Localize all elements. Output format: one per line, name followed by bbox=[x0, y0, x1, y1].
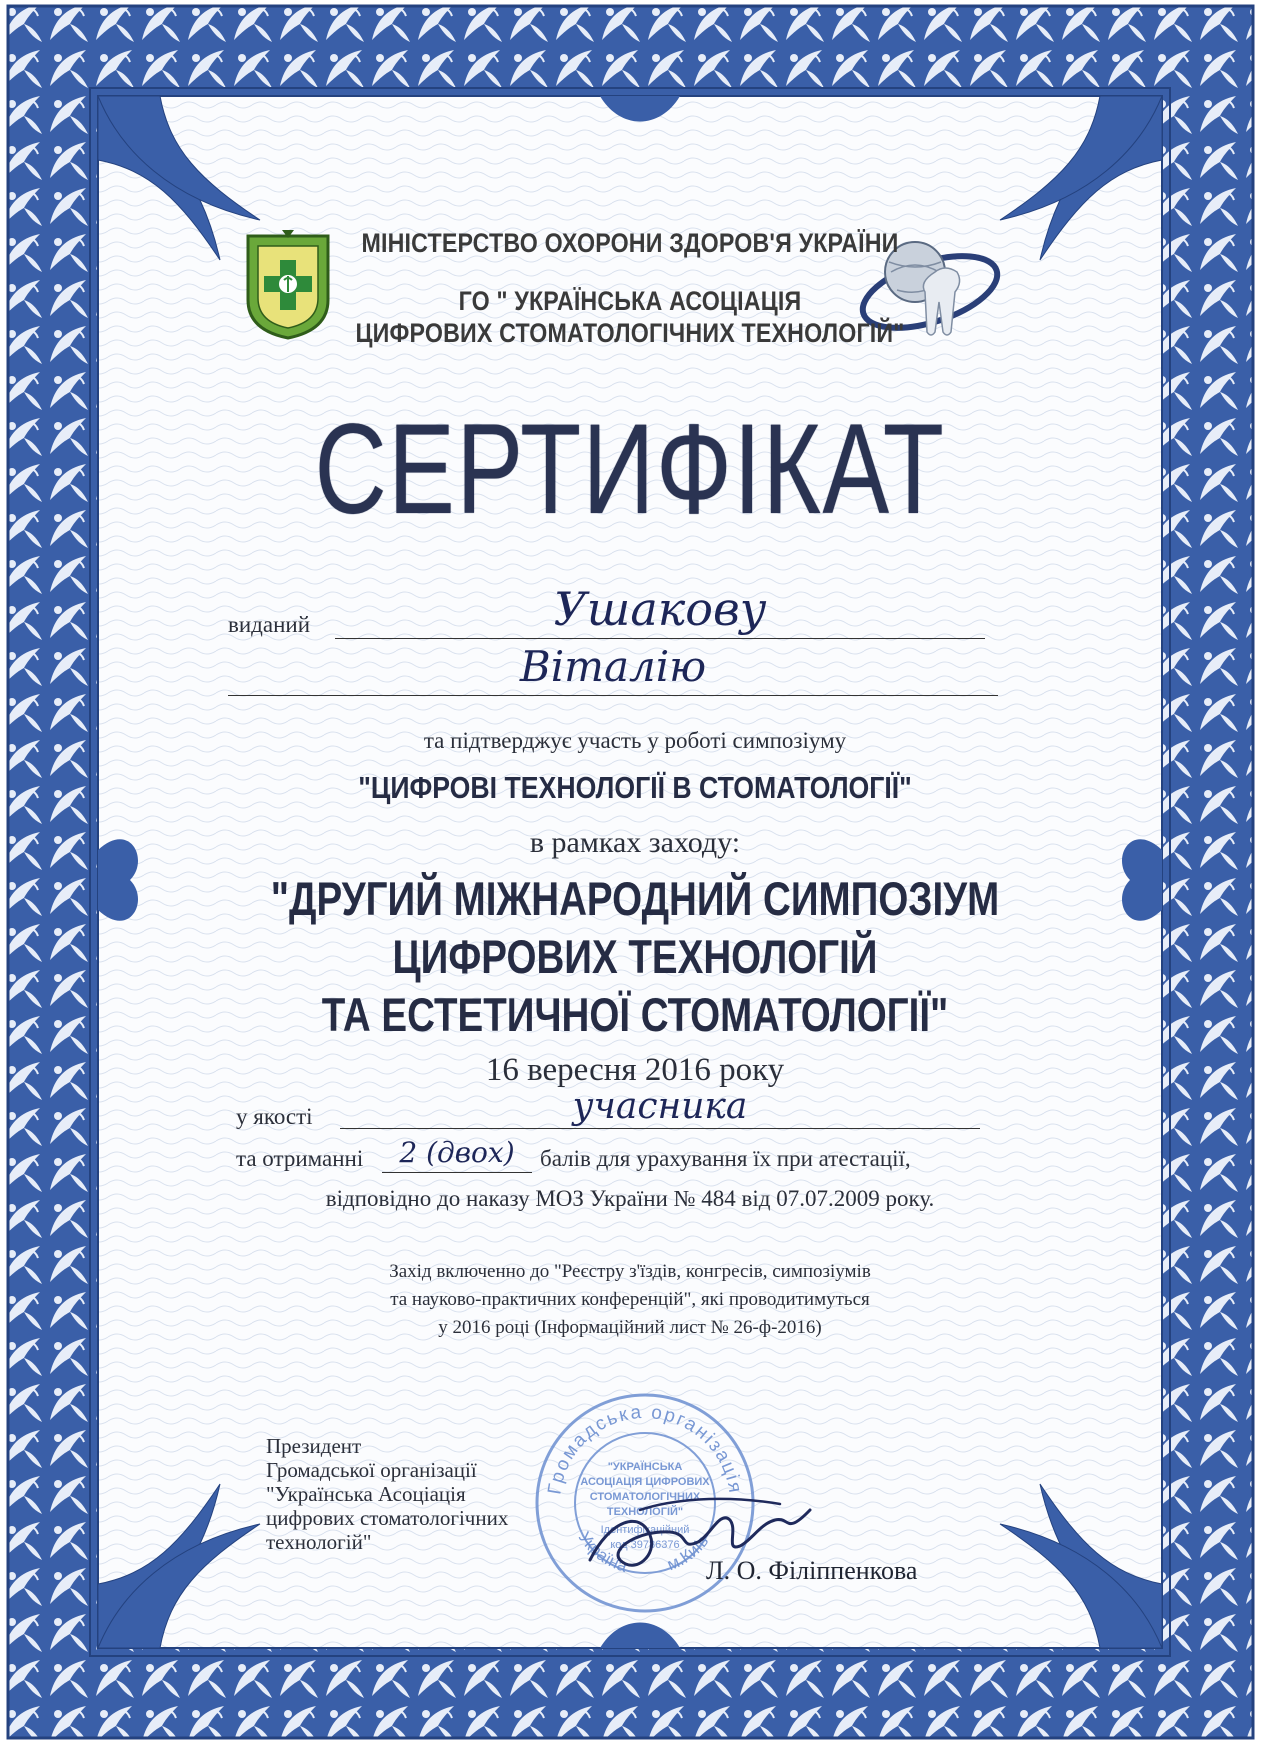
event-title-line3: ТА ЕСТЕТИЧНОЇ СТОМАТОЛОГІЇ" bbox=[321, 988, 949, 1041]
role-value: учасника bbox=[572, 1086, 748, 1127]
recipient-surname: Ушакову bbox=[553, 582, 767, 636]
points-suffix: балів для урахування їх при атестації, bbox=[540, 1146, 911, 1171]
points-prefix: та отриманні bbox=[236, 1146, 364, 1171]
registry-note bbox=[150, 1258, 1110, 1342]
event-title-line2: ЦИФРОВИХ ТЕХНОЛОГІЙ bbox=[392, 930, 878, 983]
stamp-city: м.Київ bbox=[664, 1531, 713, 1575]
recipient-name: Віталію bbox=[519, 642, 707, 691]
recipient-surname-line bbox=[335, 638, 985, 639]
signatory-org-line2: "Українська Асоціація bbox=[266, 1482, 466, 1506]
event-intro: в рамках заходу: bbox=[529, 826, 741, 859]
recipient-name-line bbox=[228, 695, 998, 696]
points-line bbox=[382, 1172, 532, 1173]
role-line bbox=[340, 1128, 980, 1129]
confirmation-text: та підтверджує участь у роботі симпозіуму bbox=[423, 728, 847, 753]
stamp-country: Україна bbox=[574, 1528, 630, 1576]
signatory-org-line3: цифрових стоматологічних bbox=[266, 1506, 509, 1530]
points-value: 2 (двох) bbox=[399, 1136, 515, 1169]
role-label: у якості bbox=[236, 1104, 313, 1129]
registry-note-line1: Захід включенно до "Реєстру з'їздів, конгресів, симпозіумів bbox=[389, 1261, 871, 1282]
stamp-inner-line4: ТЕХНОЛОГІЙ" bbox=[606, 1506, 684, 1518]
organization-name-line2: ЦИФРОВИХ СТОМАТОЛОГІЧНИХ ТЕХНОЛОГІЙ" bbox=[355, 318, 905, 348]
event-title-line1: "ДРУГИЙ МІЖНАРОДНИЙ СИМПОЗІУМ bbox=[270, 872, 1000, 925]
signatory-block bbox=[266, 1434, 508, 1554]
symposium-title: "ЦИФРОВІ ТЕХНОЛОГІЇ В СТОМАТОЛОГІЇ" bbox=[358, 770, 912, 805]
registry-note-line3: у 2016 році (Інформаційний лист № 26-ф-2016) bbox=[438, 1317, 822, 1338]
stamp-outer-text: Громадська організація bbox=[544, 1401, 746, 1496]
signatory-name: Л. О. Філіппенкова bbox=[706, 1556, 918, 1585]
recipient-label: виданий bbox=[228, 612, 311, 637]
signatory-org-line4: технологій" bbox=[266, 1530, 372, 1554]
ministry-name: МІНІСТЕРСТВО ОХОРОНИ ЗДОРОВ'Я УКРАЇНИ bbox=[361, 228, 899, 258]
event-date: 16 вересня 2016 року bbox=[485, 1052, 785, 1088]
stamp-inner-line1: "УКРАЇНСЬКА bbox=[607, 1461, 683, 1473]
registry-note-line2: та науково-практичних конференцій", які проводитимуться bbox=[390, 1289, 870, 1310]
certificate-title: СЕРТИФІКАТ bbox=[314, 398, 946, 541]
order-reference: відповідно до наказу МОЗ України № 484 від 07.07.2009 року. bbox=[325, 1186, 935, 1211]
stamp-inner-line2: АСОЦІАЦІЯ ЦИФРОВИХ bbox=[580, 1476, 710, 1488]
stamp-code: код 39786376 bbox=[610, 1539, 680, 1551]
stamp-code-label: Ідентифікаційний bbox=[600, 1524, 690, 1536]
signatory-org-line1: Громадської організації bbox=[266, 1458, 477, 1482]
organization-name-line1: ГО " УКРАЇНСЬКА АСОЦІАЦІЯ bbox=[458, 286, 802, 316]
stamp-inner-line3: СТОМАТОЛОГІЧНИХ bbox=[589, 1491, 701, 1503]
signatory-title: Президент bbox=[266, 1434, 362, 1458]
